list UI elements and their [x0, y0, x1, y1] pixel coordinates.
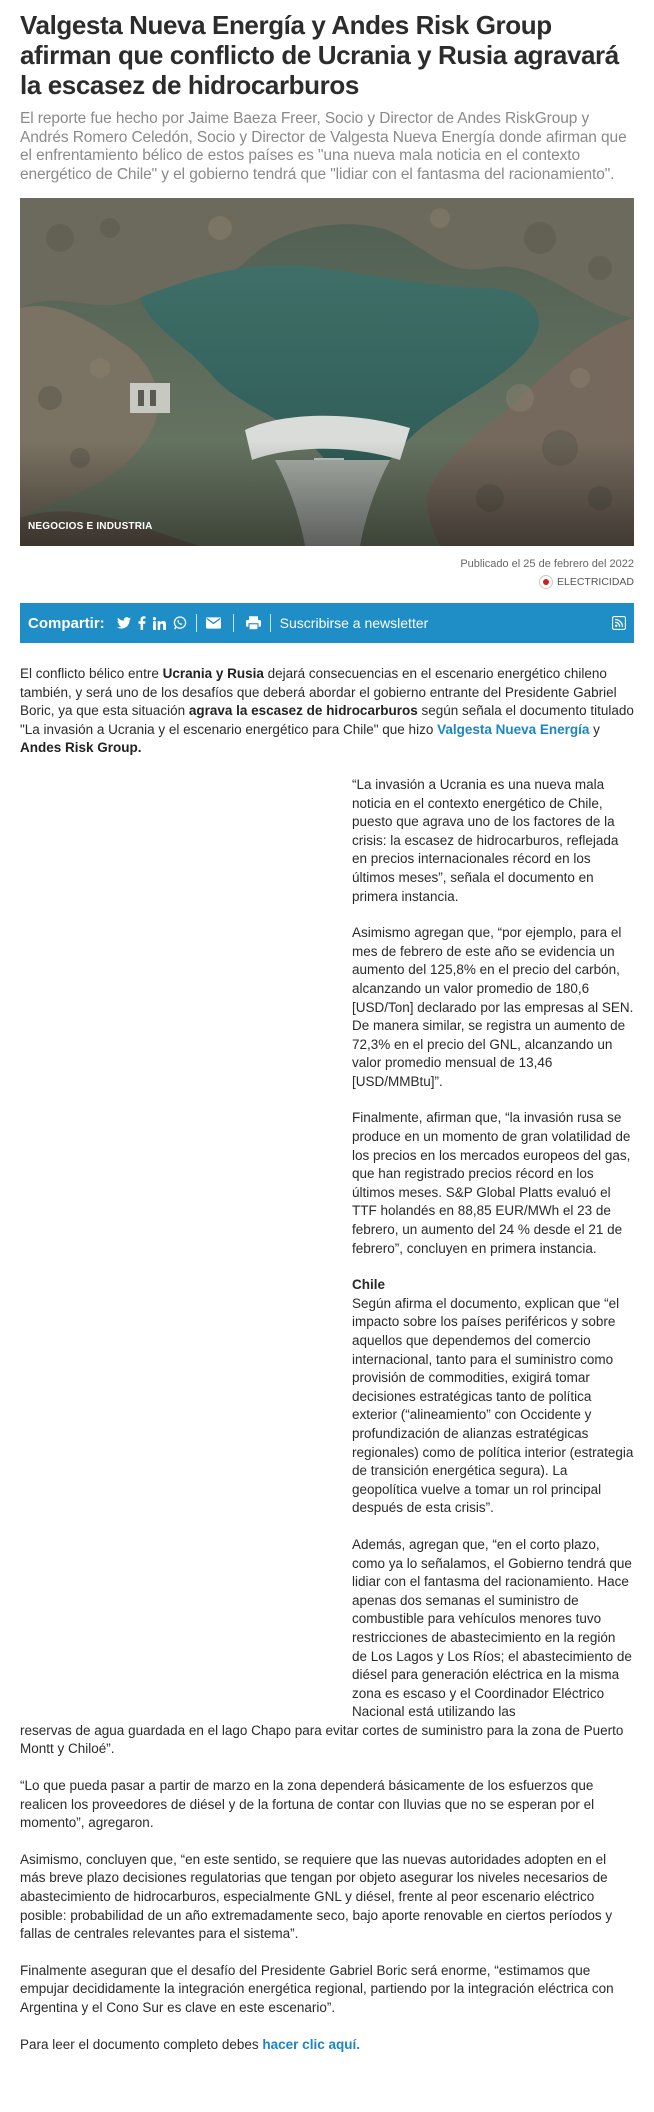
article-title: Valgesta Nueva Energía y Andes Risk Group afirman que conflicto de Ucrania y Rusia agravará la escasez de hidrocarburos	[20, 10, 619, 100]
publish-date: Publicado el 25 de febrero del 2022	[460, 558, 634, 570]
twitter-icon[interactable]	[117, 617, 131, 629]
body-paragraph: reservas de agua guardada en el lago Chapo para evitar cortes de suministro para la zona de Puerto Montt y Chiloé”.	[20, 1722, 624, 1757]
text-span: según señala el documento titulado "La invasión a Ucrania y el escenario energético para Chile" que hizo	[20, 703, 634, 737]
article-hero-image	[20, 198, 634, 546]
subscribe-newsletter-link[interactable]: Suscribirse a newsletter	[279, 615, 429, 631]
body-paragraph: “La invasión a Ucrania es una nueva mala noticia en el contexto energético de Chile, puesto que agrava uno de los factores de la crisis: la escasez de hidrocarburos, reflejada en precios internacionales récord en los últimos meses”, señala el documento en primera instancia.	[352, 776, 619, 904]
body-paragraph	[20, 665, 634, 758]
chile-section	[20, 1276, 634, 1518]
image-category-tag[interactable]: NEGOCIOS E INDUSTRIA	[28, 521, 153, 532]
category-dot-icon	[539, 575, 553, 589]
share-divider	[233, 614, 234, 632]
share-divider	[196, 614, 197, 632]
article-body	[20, 665, 634, 2054]
body-paragraph: Finalmente, afirman que, “la invasión rusa se produce en un momento de gran volatilidad de los precios en los mercados europeos del gas, que han registrado precios récord en los últimos meses. S&P Global Platts evaluó el TTF holandés en 88,85 EUR/MWh el 23 de febrero, un aumento del 24 % desde el 21 de febrero”, concluyen en primera instancia.	[352, 1110, 631, 1256]
body-paragraph: Además, agregan que, “en el corto plazo, como ya lo señalamos, el Gobierno tendrá que lidiar con el fantasma del racionamiento. Hace apenas dos semanas el suministro de combustible para vehículos menores tuvo restricciones de abastecimiento en la región de Los Lagos y Los Ríos; el abastecimiento de diésel para generación eléctrica en la misma zona es escaso y el Coordinador Eléctrico Nacional está utilizando las	[352, 1536, 632, 1720]
email-icon[interactable]	[206, 617, 221, 629]
text-span: dejará consecuencias en el escenario energético chileno también, y será uno de los desafíos que deberá abordar el gobierno entrante del Presidente Gabriel Boric, ya que esta situación	[20, 666, 617, 719]
body-paragraph: Finalmente aseguran que el desafío del Presidente Gabriel Boric será enorme, “estimamos que empujar decididamente la integración energética regional, partiendo por la integración eléctrica con Argentina y el Cono Sur es clave en este escenario”.	[20, 1962, 614, 2015]
share-tools	[206, 614, 261, 632]
text-span: y	[589, 721, 600, 737]
valgesta-link[interactable]: Valgesta Nueva Energía	[437, 721, 590, 737]
share-divider	[270, 614, 271, 632]
article-meta	[20, 558, 634, 589]
share-bar	[20, 603, 634, 643]
document-link[interactable]: hacer clic aquí.	[262, 2036, 360, 2052]
category-link[interactable]	[20, 575, 634, 589]
category-label: ELECTRICIDAD	[556, 576, 634, 588]
share-icons	[117, 616, 187, 630]
bold-text: Andes Risk Group.	[20, 740, 142, 756]
section-subheading: Chile	[352, 1277, 386, 1293]
print-icon[interactable]	[246, 616, 261, 630]
body-paragraph	[20, 2036, 634, 2055]
whatsapp-icon[interactable]	[173, 616, 187, 630]
facebook-icon[interactable]	[138, 616, 146, 630]
body-paragraph: Asimismo, concluyen que, “en este sentido, se requiere que las nuevas autoridades adopten en el más breve plazo decisiones regulatorias que tengan por objeto asegurar los niveles necesarios de abastecimiento de hidrocarburos, especialmente GNL y diésel, frente al peor escenario eléctrico posible: probabilidad de un año extremadamente seco, bajo aporte renovable en ciertos períodos y fallas de centrales relevantes para el sistema”.	[20, 1851, 613, 1942]
bold-text: agrava la escasez de hidrocarburos	[188, 703, 418, 719]
text-span: El conflicto bélico entre	[20, 666, 163, 681]
linkedin-icon[interactable]	[153, 617, 166, 630]
body-paragraph: Según afirma el documento, explican que “el impacto sobre los países periféricos y sobre aquellos que dependemos del comercio internacional, tanto para el suministro como provisión de commodities, exigirá tomar decisiones estratégicas tanto de política exterior (“alineamiento” con Occidente y profundización de alianzas estratégicas regionales) como de política interior (estrategia de transición energética segura). La geopolítica vuelve a tomar un rol principal después de esta crisis”.	[352, 1295, 634, 1516]
rss-icon[interactable]	[612, 616, 626, 630]
dam-aerial-photo	[20, 198, 634, 546]
share-label: Compartir:	[28, 614, 105, 632]
text-span: Para leer el documento completo debes	[20, 2036, 263, 2052]
body-paragraph: “Lo que pueda pasar a partir de marzo en la zona dependerá básicamente de los esfuerzos que realicen los proveedores de diésel y de la fortuna de contar con lluvias que no se esperan por el momento”, agregaron.	[20, 1778, 595, 1831]
bold-text: Ucrania y Rusia	[162, 666, 264, 681]
article-lead: El reporte fue hecho por Jaime Baeza Freer, Socio y Director de Andes RiskGroup y Andrés Romero Celedón, Socio y Director de Valgesta Nueva Energía donde afirman que el enfrentamiento bélico de estos países es "una nueva mala noticia en el contexto energético de Chile" y el gobierno tendrá que "lidiar con el fantasma del racionamiento".	[20, 110, 627, 183]
body-paragraph: Asimismo agregan que, “por ejemplo, para el mes de febrero de este año se evidencia un aumento del 125,8% en el precio del carbón, alcanzando un valor promedio de 180,6 [USD/Ton] declarado por las empresas al SEN. De manera similar, se registra un aumento de 72,3% en el precio del GNL, alcanzando un valor promedio mensual de 13,46 [USD/MMBtu]”.	[352, 925, 634, 1089]
